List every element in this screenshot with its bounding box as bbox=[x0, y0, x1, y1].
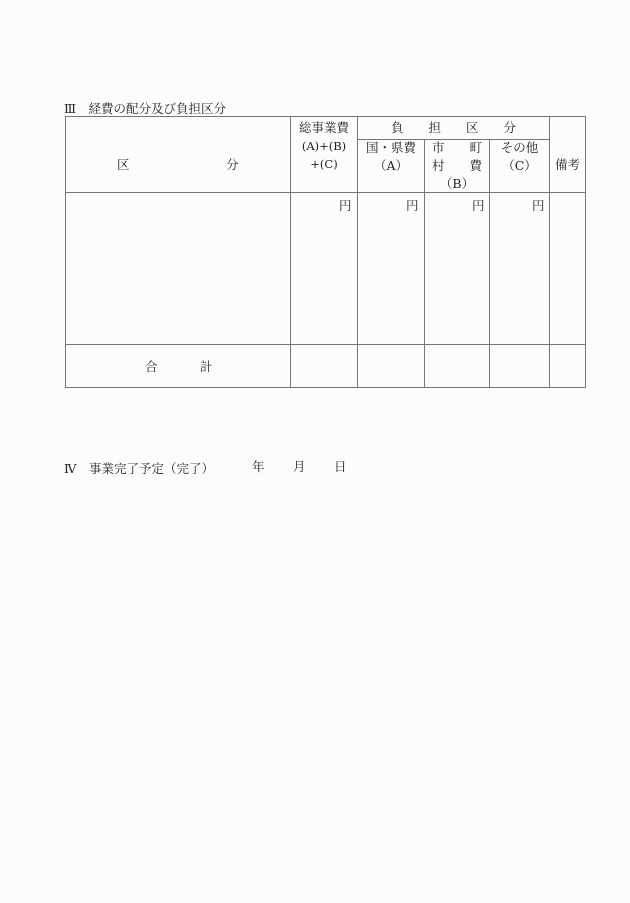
header-category-left: 区 bbox=[117, 157, 130, 172]
category-cell[interactable] bbox=[66, 193, 290, 344]
total-national-cell[interactable] bbox=[358, 345, 424, 387]
unit-yen-municipal: 円 bbox=[472, 198, 485, 213]
header-municipal-line2: 村 費 bbox=[431, 158, 482, 173]
unit-yen-national: 円 bbox=[406, 198, 419, 213]
unit-yen-other: 円 bbox=[532, 198, 545, 213]
total-cost-cell[interactable] bbox=[291, 212, 357, 344]
header-other-line1: その他 bbox=[500, 140, 539, 155]
table-top-border bbox=[65, 116, 586, 117]
national-cost-cell[interactable] bbox=[358, 212, 424, 344]
total-remarks-cell[interactable] bbox=[550, 345, 585, 387]
total-municipal-cell[interactable] bbox=[425, 345, 489, 387]
header-total-cost-line2: (A)+(B) bbox=[301, 139, 347, 153]
section-3-title: Ⅲ 経費の配分及び負担区分 bbox=[64, 101, 227, 116]
total-other-cell[interactable] bbox=[490, 345, 549, 387]
header-national-line2: （A） bbox=[373, 158, 409, 173]
year-label: 年 bbox=[252, 459, 265, 474]
header-other-line2: （C） bbox=[502, 158, 537, 173]
header-category-right: 分 bbox=[226, 157, 239, 172]
table-bottom-border bbox=[65, 387, 586, 388]
section-4-title: Ⅳ 事業完了予定（完了） bbox=[64, 461, 214, 476]
header-burden-division: 負 担 区 分 bbox=[390, 120, 516, 135]
header-municipal-line3: （B） bbox=[439, 176, 475, 191]
header-total-cost-line1: 総事業費 bbox=[298, 120, 349, 135]
total-sum-cell[interactable] bbox=[291, 345, 357, 387]
remarks-cell[interactable] bbox=[550, 193, 585, 344]
total-label-right: 計 bbox=[200, 359, 213, 374]
header-national-line1: 国・県費 bbox=[365, 140, 416, 155]
other-cost-cell[interactable] bbox=[490, 212, 549, 344]
total-label-left: 合 bbox=[145, 359, 158, 374]
day-label: 日 bbox=[334, 459, 347, 474]
header-remarks: 備考 bbox=[554, 157, 580, 172]
table-right-border bbox=[585, 116, 586, 388]
month-label: 月 bbox=[293, 459, 306, 474]
unit-yen-total: 円 bbox=[339, 198, 352, 213]
header-total-cost-line3: +(C) bbox=[310, 157, 338, 171]
header-municipal-line1: 市 町 bbox=[431, 140, 482, 155]
municipal-cost-cell[interactable] bbox=[425, 212, 489, 344]
